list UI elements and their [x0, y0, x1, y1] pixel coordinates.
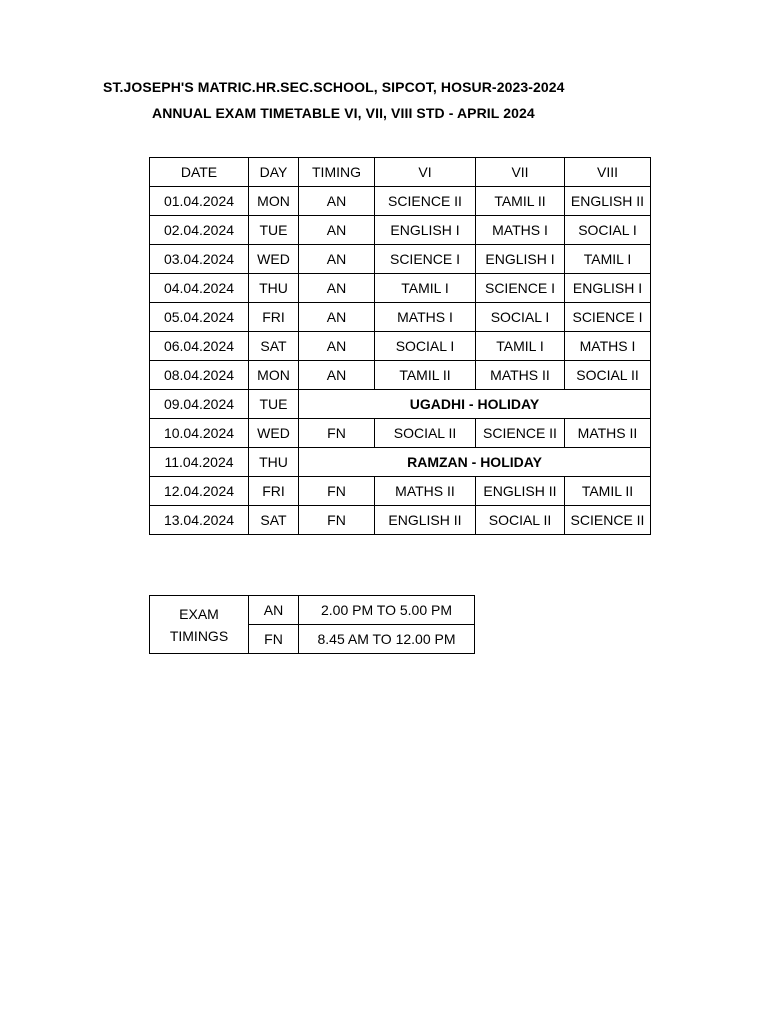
cell-day: MON [249, 187, 299, 216]
cell-viii: MATHS I [565, 332, 651, 361]
cell-date: 08.04.2024 [150, 361, 249, 390]
table-row [150, 216, 651, 245]
cell-day: THU [249, 274, 299, 303]
cell-viii: ENGLISH II [565, 187, 651, 216]
cell-vii: TAMIL I [476, 332, 565, 361]
cell-date: 03.04.2024 [150, 245, 249, 274]
cell-viii: SCIENCE I [565, 303, 651, 332]
table-row [150, 245, 651, 274]
table-row [150, 361, 651, 390]
cell-timing: AN [299, 187, 375, 216]
cell-date: 06.04.2024 [150, 332, 249, 361]
cell-vi: SCIENCE II [375, 187, 476, 216]
header-vi: VI [375, 158, 476, 187]
cell-timing: AN [299, 216, 375, 245]
cell-day: FRI [249, 303, 299, 332]
header-timing: TIMING [299, 158, 375, 187]
cell-date: 10.04.2024 [150, 419, 249, 448]
cell-vii: MATHS I [476, 216, 565, 245]
table-row [150, 332, 651, 361]
cell-day: TUE [249, 216, 299, 245]
cell-viii: SCIENCE II [565, 506, 651, 535]
cell-vi: ENGLISH I [375, 216, 476, 245]
cell-timing: FN [299, 506, 375, 535]
cell-timing: AN [299, 303, 375, 332]
cell-vi: ENGLISH II [375, 506, 476, 535]
cell-vii: MATHS II [476, 361, 565, 390]
exam-timings-label-line2: TIMINGS [169, 627, 229, 644]
cell-vi: SCIENCE I [375, 245, 476, 274]
cell-vi: TAMIL I [375, 274, 476, 303]
cell-vi: MATHS I [375, 303, 476, 332]
cell-holiday: RAMZAN - HOLIDAY [299, 448, 651, 477]
table-header-row [150, 158, 651, 187]
cell-vii: SOCIAL I [476, 303, 565, 332]
session-an: AN [249, 596, 299, 625]
cell-vii: TAMIL II [476, 187, 565, 216]
exam-timings-label [150, 596, 249, 654]
cell-day: SAT [249, 332, 299, 361]
cell-date: 01.04.2024 [150, 187, 249, 216]
cell-date: 13.04.2024 [150, 506, 249, 535]
cell-day: SAT [249, 506, 299, 535]
cell-day: FRI [249, 477, 299, 506]
cell-vii: ENGLISH I [476, 245, 565, 274]
cell-day: MON [249, 361, 299, 390]
cell-viii: TAMIL II [565, 477, 651, 506]
header-viii: VIII [565, 158, 651, 187]
cell-day: TUE [249, 390, 299, 419]
table-row [150, 477, 651, 506]
table-row [150, 390, 651, 419]
exam-timetable [149, 157, 651, 535]
cell-date: 05.04.2024 [150, 303, 249, 332]
exam-timetable-title: ANNUAL EXAM TIMETABLE VI, VII, VIII STD - APRIL 2024 [152, 105, 535, 121]
cell-day: WED [249, 419, 299, 448]
table-row [150, 187, 651, 216]
school-title: ST.JOSEPH'S MATRIC.HR.SEC.SCHOOL, SIPCOT, HOSUR-2023-2024 [103, 79, 565, 95]
cell-viii: ENGLISH I [565, 274, 651, 303]
table-row [150, 303, 651, 332]
exam-timings-label-line1: EXAM [179, 605, 219, 622]
timetable-body [150, 158, 651, 535]
cell-timing: AN [299, 332, 375, 361]
cell-timing: AN [299, 274, 375, 303]
cell-vii: ENGLISH II [476, 477, 565, 506]
cell-vi: MATHS II [375, 477, 476, 506]
table-row [150, 274, 651, 303]
cell-vi: SOCIAL I [375, 332, 476, 361]
cell-timing: AN [299, 361, 375, 390]
cell-viii: SOCIAL I [565, 216, 651, 245]
cell-holiday: UGADHI - HOLIDAY [299, 390, 651, 419]
table-row [150, 419, 651, 448]
cell-date: 02.04.2024 [150, 216, 249, 245]
session-fn-time: 8.45 AM TO 12.00 PM [299, 625, 475, 654]
cell-viii: TAMIL I [565, 245, 651, 274]
session-fn: FN [249, 625, 299, 654]
header-date: DATE [150, 158, 249, 187]
header-day: DAY [249, 158, 299, 187]
cell-vii: SOCIAL II [476, 506, 565, 535]
cell-day: WED [249, 245, 299, 274]
table-row [150, 506, 651, 535]
cell-viii: SOCIAL II [565, 361, 651, 390]
header-vii: VII [476, 158, 565, 187]
cell-day: THU [249, 448, 299, 477]
session-an-time: 2.00 PM TO 5.00 PM [299, 596, 475, 625]
cell-vi: SOCIAL II [375, 419, 476, 448]
cell-date: 11.04.2024 [150, 448, 249, 477]
table-row [150, 448, 651, 477]
cell-vii: SCIENCE I [476, 274, 565, 303]
cell-date: 09.04.2024 [150, 390, 249, 419]
exam-timings-table [149, 595, 475, 654]
cell-date: 04.04.2024 [150, 274, 249, 303]
cell-timing: FN [299, 477, 375, 506]
cell-timing: FN [299, 419, 375, 448]
cell-viii: MATHS II [565, 419, 651, 448]
cell-vi: TAMIL II [375, 361, 476, 390]
cell-vii: SCIENCE II [476, 419, 565, 448]
cell-timing: AN [299, 245, 375, 274]
cell-date: 12.04.2024 [150, 477, 249, 506]
timings-row-an [150, 596, 475, 625]
